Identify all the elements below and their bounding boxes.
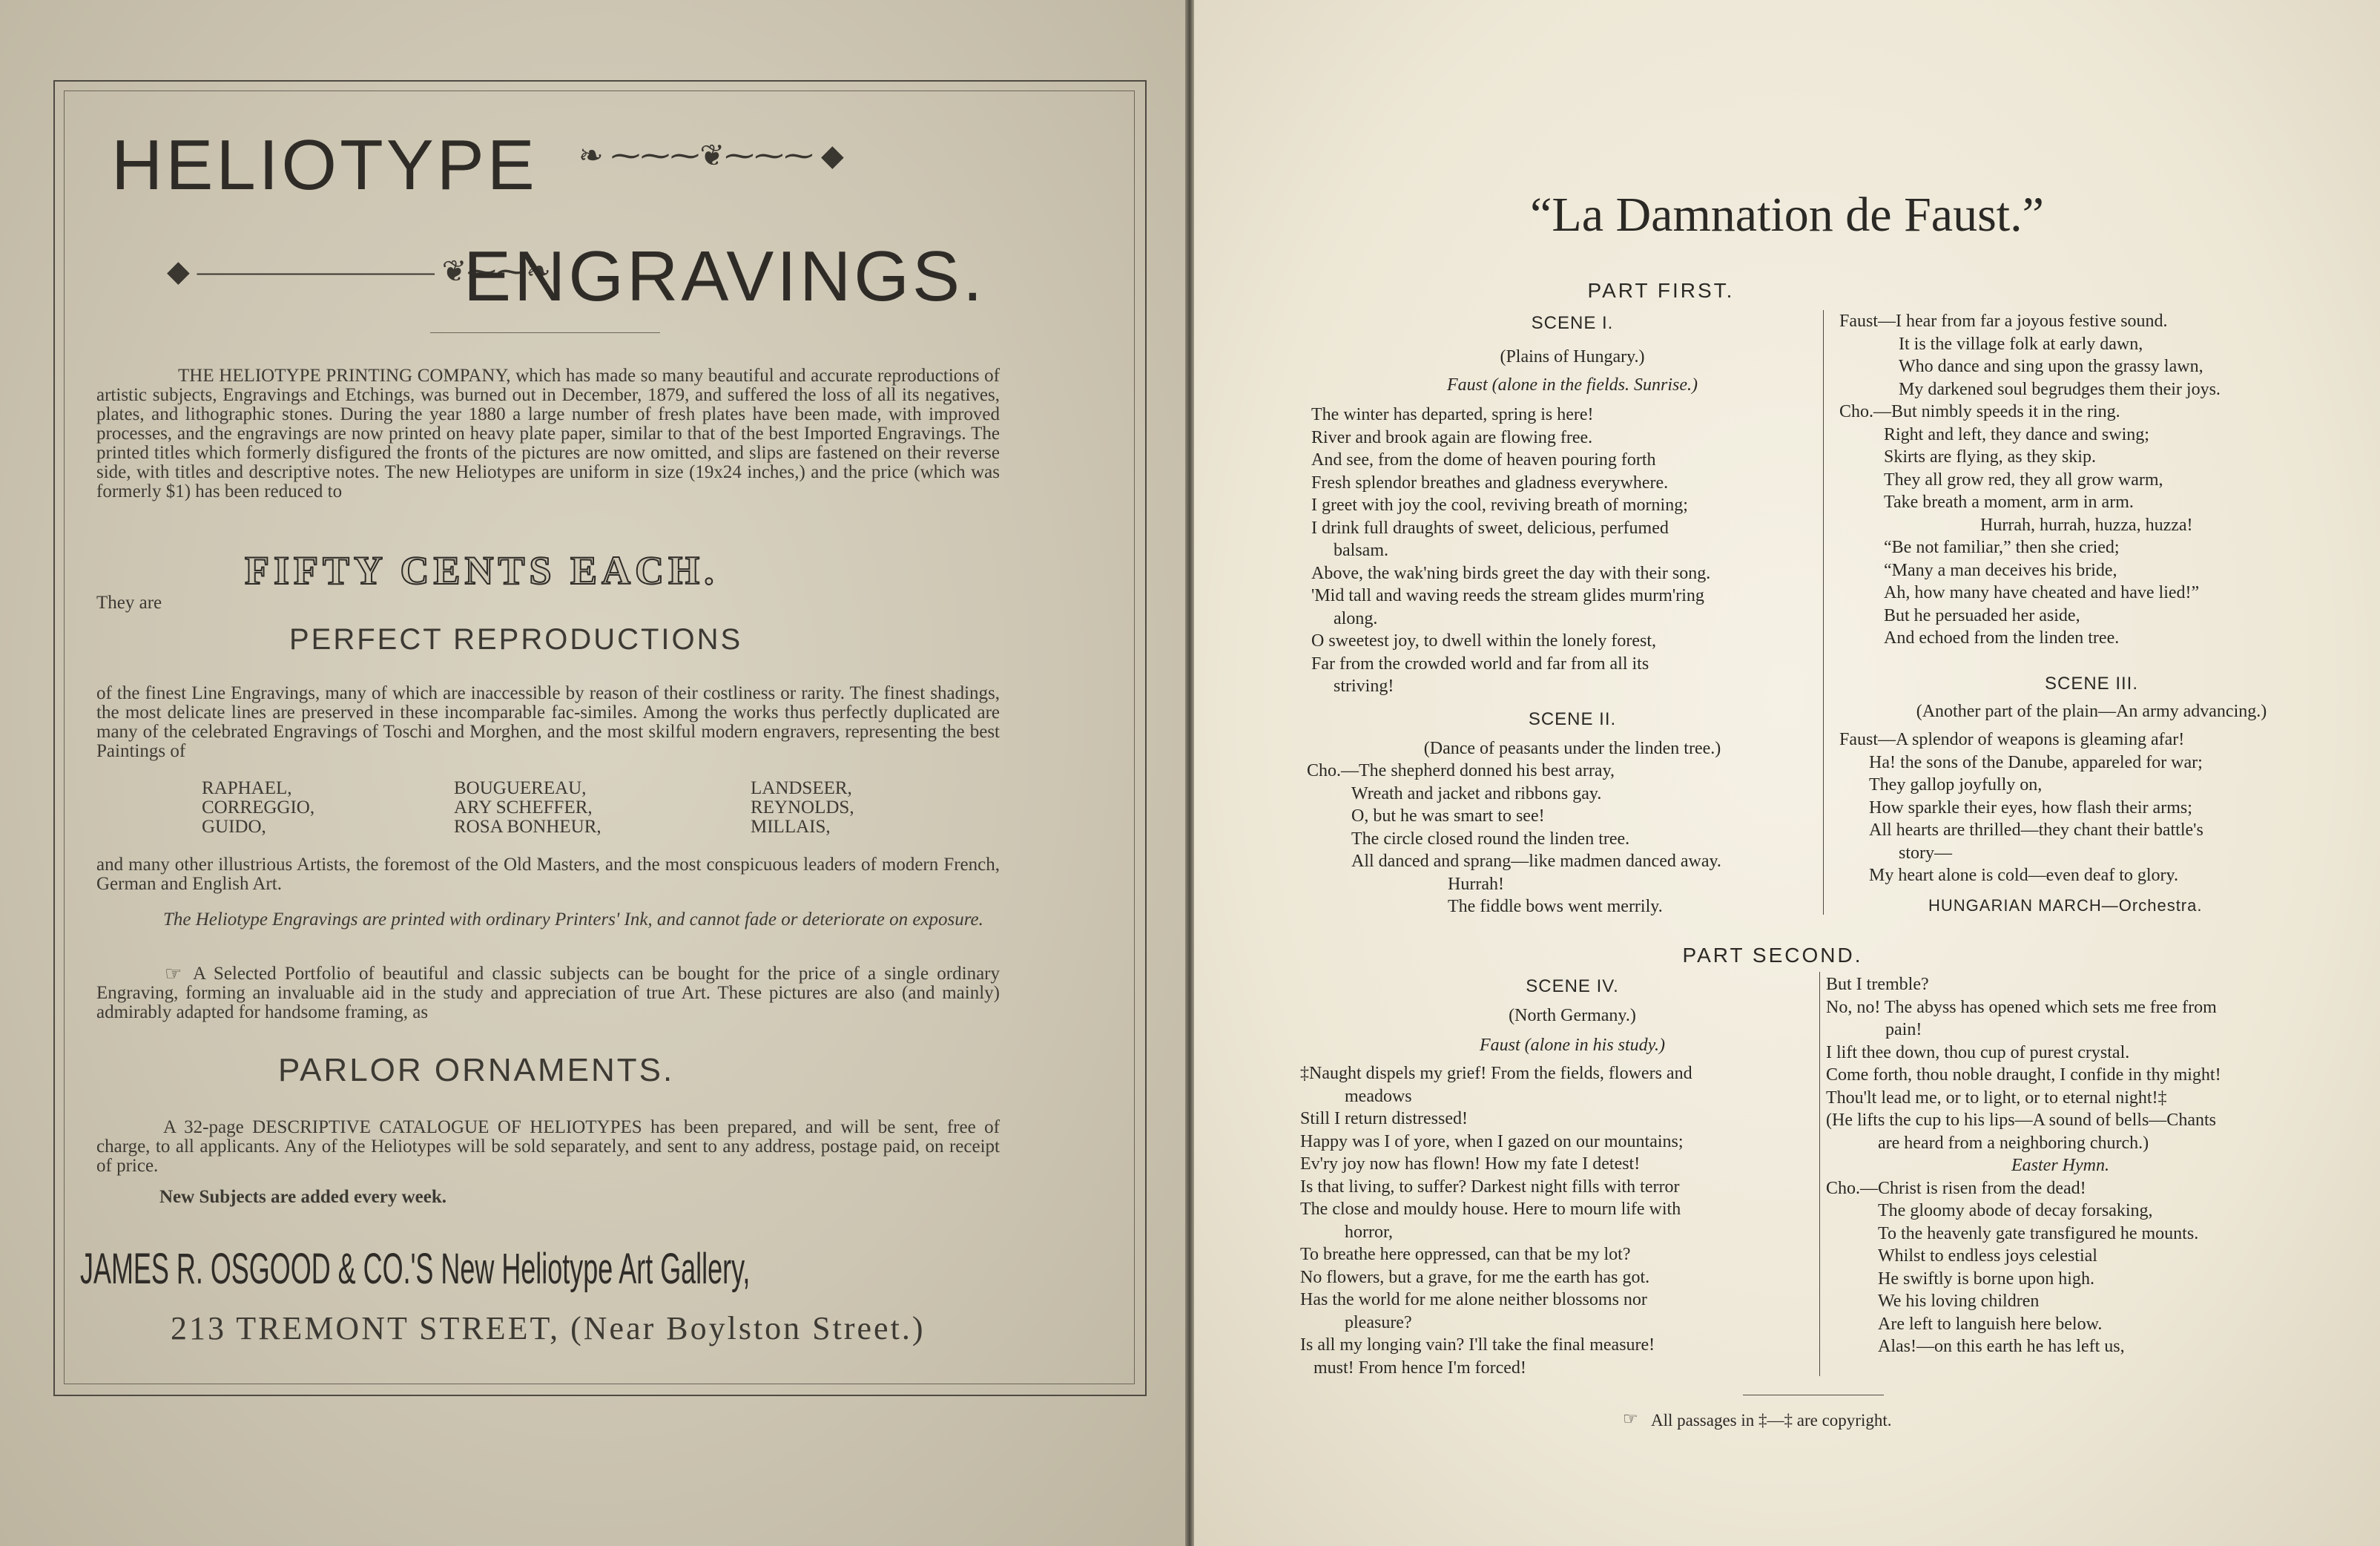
right-page-libretto	[1194, 0, 2380, 1546]
verse-line: ‡Naught dispels my grief! From the fields, flowers and	[1300, 1064, 1692, 1083]
verse-line: Cho.—Christ is risen from the dead!	[1826, 1178, 2086, 1198]
artist-names-col-2: BOUGUEREAU, ARY SCHEFFER, ROSA BONHEUR,	[454, 778, 601, 837]
verse-line: Fresh splendor breathes and gladness everywhere.	[1311, 473, 1669, 493]
artist-names-col-3: LANDSEER, REYNOLDS, MILLAIS,	[751, 778, 854, 837]
verse-line: Alas!—on this earth he has left us,	[1878, 1337, 2125, 1356]
verse-line: To breathe here oppressed, can that be my lot?	[1300, 1245, 1631, 1264]
perfect-reproductions-heading: PERFECT REPRODUCTIONS	[289, 623, 743, 656]
verse-line: But he persuaded her aside,	[1884, 605, 2080, 625]
verse-line: We his loving children	[1878, 1292, 2040, 1311]
verse-line: Above, the wak'ning birds greet the day with their song.	[1311, 563, 1711, 583]
verse-line: My heart alone is cold—even deaf to glory.	[1869, 866, 2178, 885]
verse-line: striving!	[1334, 677, 1394, 696]
they-are-text: They are	[96, 593, 162, 613]
verse-line: Hurrah, hurrah, huzza, huzza!	[1980, 515, 2193, 535]
verse-line: Thou'lt lead me, or to light, or to eternal night!‡	[1826, 1088, 2167, 1108]
portfolio-paragraph: A Selected Portfolio of beautiful and classic subjects can be bought for the price of a single ordinary Engraving, forming an invaluable aid in the study and appreciation of true Art. These pictures are also (and mainly) admirably adapted for handsome framing, as	[96, 964, 1000, 1022]
verse-line: All hearts are thrilled—they chant their battle's	[1869, 820, 2203, 840]
verse-line: The gloomy abode of decay forsaking,	[1878, 1201, 2153, 1220]
heading-engravings: ENGRAVINGS.	[464, 237, 986, 316]
pointing-hand-icon: ☞	[165, 963, 182, 984]
verse-line: Cho.—The shepherd donned his best array,	[1307, 761, 1615, 780]
ornament-flourish-right: ❧ ⁓⁓⁓❦⁓⁓⁓ ◆	[578, 139, 844, 172]
verse-line: Right and left, they dance and swing;	[1884, 424, 2149, 444]
verse-line: Has the world for me alone neither blossoms nor	[1300, 1290, 1647, 1309]
divider-rule	[430, 332, 660, 333]
verse-line: Are left to languish here below.	[1878, 1314, 2103, 1334]
verse-line: No, no! The abyss has opened which sets me free from	[1826, 997, 2217, 1017]
verse-line: The fiddle bows went merrily.	[1448, 897, 1663, 916]
verse-line: Whilst to endless joys celestial	[1878, 1246, 2097, 1266]
verse-line: O, but he was smart to see!	[1351, 806, 1545, 826]
verse-line: The circle closed round the linden tree.	[1351, 829, 1630, 849]
part-second-heading: PART SECOND.	[1682, 944, 1863, 967]
scene-1-direction: Faust (alone in the fields. Sunrise.)	[1447, 375, 1698, 395]
verse-line: Ha! the sons of the Danube, appareled for war;	[1869, 752, 2203, 772]
verse-line: story—	[1899, 843, 1952, 863]
verse-line: All danced and sprang—like madmen danced away.	[1351, 852, 1721, 871]
verse-line: And echoed from the linden tree.	[1884, 628, 2120, 648]
verse-line: horror,	[1345, 1222, 1394, 1242]
verse-line: along.	[1334, 608, 1378, 628]
gallery-address: 213 TREMONT STREET, (Near Boylston Street.)	[171, 1310, 926, 1346]
verse-line: Still I return distressed!	[1300, 1109, 1468, 1128]
ornament-flourish-left: ◆ ———————— ❦⁓⁓❧	[167, 254, 551, 288]
scene-4-verse	[1300, 1062, 1816, 1379]
verse-line: O sweetest joy, to dwell within the lonely forest,	[1311, 631, 1657, 651]
verse-line: pain!	[1885, 1020, 1922, 1039]
verse-line: Skirts are flying, as they skip.	[1884, 447, 2096, 467]
scene-1-heading: SCENE I.	[1531, 313, 1614, 333]
catalogue-paragraph: A 32-page DESCRIPTIVE CATALOGUE OF HELIOTYPES has been prepared, and will be sent, free of charge, to all applicants. Any of the Heliotypes will be sold separately, and sent to any address, postage paid, on receipt of price.	[96, 1117, 1000, 1176]
artist-names-col-1: RAPHAEL, CORREGGIO, GUIDO,	[202, 778, 315, 837]
verse-line: Easter Hymn.	[2011, 1156, 2109, 1175]
part-1-col-2-verse	[1839, 310, 2358, 650]
verse-line: Happy was I of yore, when I gazed on our mountains;	[1300, 1131, 1684, 1151]
verse-line: pleasure?	[1345, 1312, 1412, 1332]
verse-line: How sparkle their eyes, how flash their arms;	[1869, 797, 2192, 818]
verse-line: Come forth, thou noble draught, I confide in thy might!	[1826, 1065, 2221, 1085]
scene-3-setting: (Another part of the plain—An army advancing.)	[1916, 702, 2267, 721]
part-first-heading: PART FIRST.	[1587, 279, 1735, 302]
verse-line: I lift thee down, thou cup of purest crystal.	[1826, 1042, 2130, 1062]
parlor-ornaments-heading: PARLOR ORNAMENTS.	[278, 1052, 675, 1088]
works-paragraph: of the finest Line Engravings, many of which are inaccessible by reason of their costliness or rarity. The finest shadings, the most delicate lines are preserved in these incomparable fac-similes. Among the works thus perfectly duplicated are many of the celebrated Engravings of Toschi and Morghen, and the most skilful modern engravers, representing the best Paintings of	[96, 683, 1000, 761]
scene-3-verse	[1839, 728, 2358, 887]
fade-note: The Heliotype Engravings are printed with ordinary Printers' Ink, and cannot fade or deteriorate on exposure.	[163, 909, 983, 930]
new-subjects-line: New Subjects are added every week.	[159, 1187, 446, 1207]
verse-line: (He lifts the cup to his lips—A sound of bells—Chants	[1826, 1111, 2216, 1130]
copyright-footnote: All passages in ‡—‡ are copyright.	[1651, 1411, 1892, 1430]
verse-line: Wreath and jacket and ribbons gay.	[1351, 783, 1602, 803]
verse-line: Ev'ry joy now has flown! How my fate I detest!	[1300, 1154, 1641, 1174]
verse-line: Faust—A splendor of weapons is gleaming afar!	[1839, 730, 2185, 749]
heading-heliotype: HELIOTYPE	[111, 125, 538, 205]
scene-2-heading: SCENE II.	[1528, 709, 1617, 729]
intro-paragraph: THE HELIOTYPE PRINTING COMPANY, which has made so many beautiful and accurate reproductions of artistic subjects, Engravings and Etchings, was burned out in December, 1879, and suffered the loss of all its negatives, plates, and lithographic stones. During the year 1880 a large number of fresh plates have been made, with improved processes, and the engravings are now printed on heavy plate paper, similar to that of the best Imported Engravings. The printed titles which formerly disfigured the fronts of the pictures are now omitted, and slips are fastened on their reverse side, with titles and descriptive notes. The new Heliotypes are uniform in size (19x24 inches,) and the price (which was formerly $1) has been reduced to	[96, 366, 1000, 501]
column-divider-top	[1823, 310, 1824, 915]
scene-4-direction: Faust (alone in his study.)	[1480, 1036, 1665, 1055]
verse-line: I greet with joy the cool, reviving breath of morning;	[1311, 496, 1688, 515]
scene-2-verse	[1307, 760, 1819, 918]
scene-1-setting: (Plains of Hungary.)	[1500, 347, 1645, 366]
verse-line: “Many a man deceives his bride,	[1884, 560, 2117, 580]
book-gutter	[1185, 0, 1194, 1546]
scene-1-verse	[1311, 404, 1816, 698]
verse-line: “Be not familiar,” then she cried;	[1884, 538, 2120, 557]
verse-line: Hurrah!	[1448, 874, 1504, 894]
artists-paragraph: and many other illustrious Artists, the foremost of the Old Masters, and the most conspicuous leaders of modern French, German and English Art.	[96, 855, 1000, 894]
gallery-name: JAMES R. OSGOOD & CO.'S New Heliotype Art Gallery,	[80, 1245, 751, 1293]
verse-line: Is that living, to suffer? Darkest night fills with terror	[1300, 1177, 1680, 1197]
scene-4-setting: (North Germany.)	[1509, 1006, 1636, 1025]
verse-line: Is all my longing vain? I'll take the final measure!	[1300, 1335, 1655, 1355]
verse-line: But I tremble?	[1826, 975, 1929, 994]
verse-line: Cho.—But nimbly speeds it in the ring.	[1839, 402, 2120, 421]
hungarian-march: HUNGARIAN MARCH—Orchestra.	[1928, 896, 2203, 915]
verse-line: Take breath a moment, arm in arm.	[1884, 493, 2134, 512]
verse-line: Ah, how many have cheated and have lied!”	[1884, 583, 2200, 602]
verse-line: It is the village folk at early dawn,	[1899, 334, 2143, 354]
verse-line: To the heavenly gate transfigured he mounts.	[1878, 1223, 2199, 1243]
verse-line: My darkened soul begrudges them their joys.	[1899, 379, 2221, 399]
column-divider-bottom	[1819, 972, 1820, 1376]
pointing-hand-icon: ☞	[1623, 1410, 1638, 1428]
verse-line: are heard from a neighboring church.)	[1878, 1133, 2149, 1153]
verse-line: The winter has departed, spring is here!	[1311, 405, 1594, 424]
scene-2-setting: (Dance of peasants under the linden tree.)	[1423, 739, 1721, 758]
verse-line: Far from the crowded world and far from all its	[1311, 654, 1649, 674]
verse-line: They gallop joyfully on,	[1869, 775, 2043, 795]
price-heading: FIFTY CENTS EACH.	[245, 548, 719, 593]
verse-line: He swiftly is borne upon high.	[1878, 1269, 2094, 1289]
scene-4-heading: SCENE IV.	[1526, 976, 1619, 996]
verse-line: 'Mid tall and waving reeds the stream glides murm'ring	[1311, 586, 1704, 605]
verse-line: Faust—I hear from far a joyous festive sound.	[1839, 312, 2168, 331]
libretto-title: “La Damnation de Faust.”	[1530, 188, 2044, 242]
left-page-advertisement	[0, 0, 1185, 1546]
verse-line: They all grow red, they all grow warm,	[1884, 470, 2163, 490]
verse-line: meadows	[1345, 1086, 1412, 1106]
verse-line: Who dance and sing upon the grassy lawn,	[1899, 357, 2203, 376]
verse-line: And see, from the dome of heaven pouring forth	[1311, 450, 1656, 470]
verse-line: I drink full draughts of sweet, delicious, perfumed	[1311, 518, 1669, 538]
verse-line: No flowers, but a grave, for me the earth has got.	[1300, 1267, 1650, 1287]
scene-3-heading: SCENE III.	[2044, 674, 2139, 694]
part-2-col-2-verse	[1826, 973, 2367, 1358]
verse-line: River and brook again are flowing free.	[1311, 427, 1593, 447]
verse-line: The close and mouldy house. Here to mourn life with	[1300, 1200, 1681, 1219]
verse-line: must! From hence I'm forced!	[1313, 1358, 1526, 1378]
verse-line: balsam.	[1334, 541, 1388, 560]
